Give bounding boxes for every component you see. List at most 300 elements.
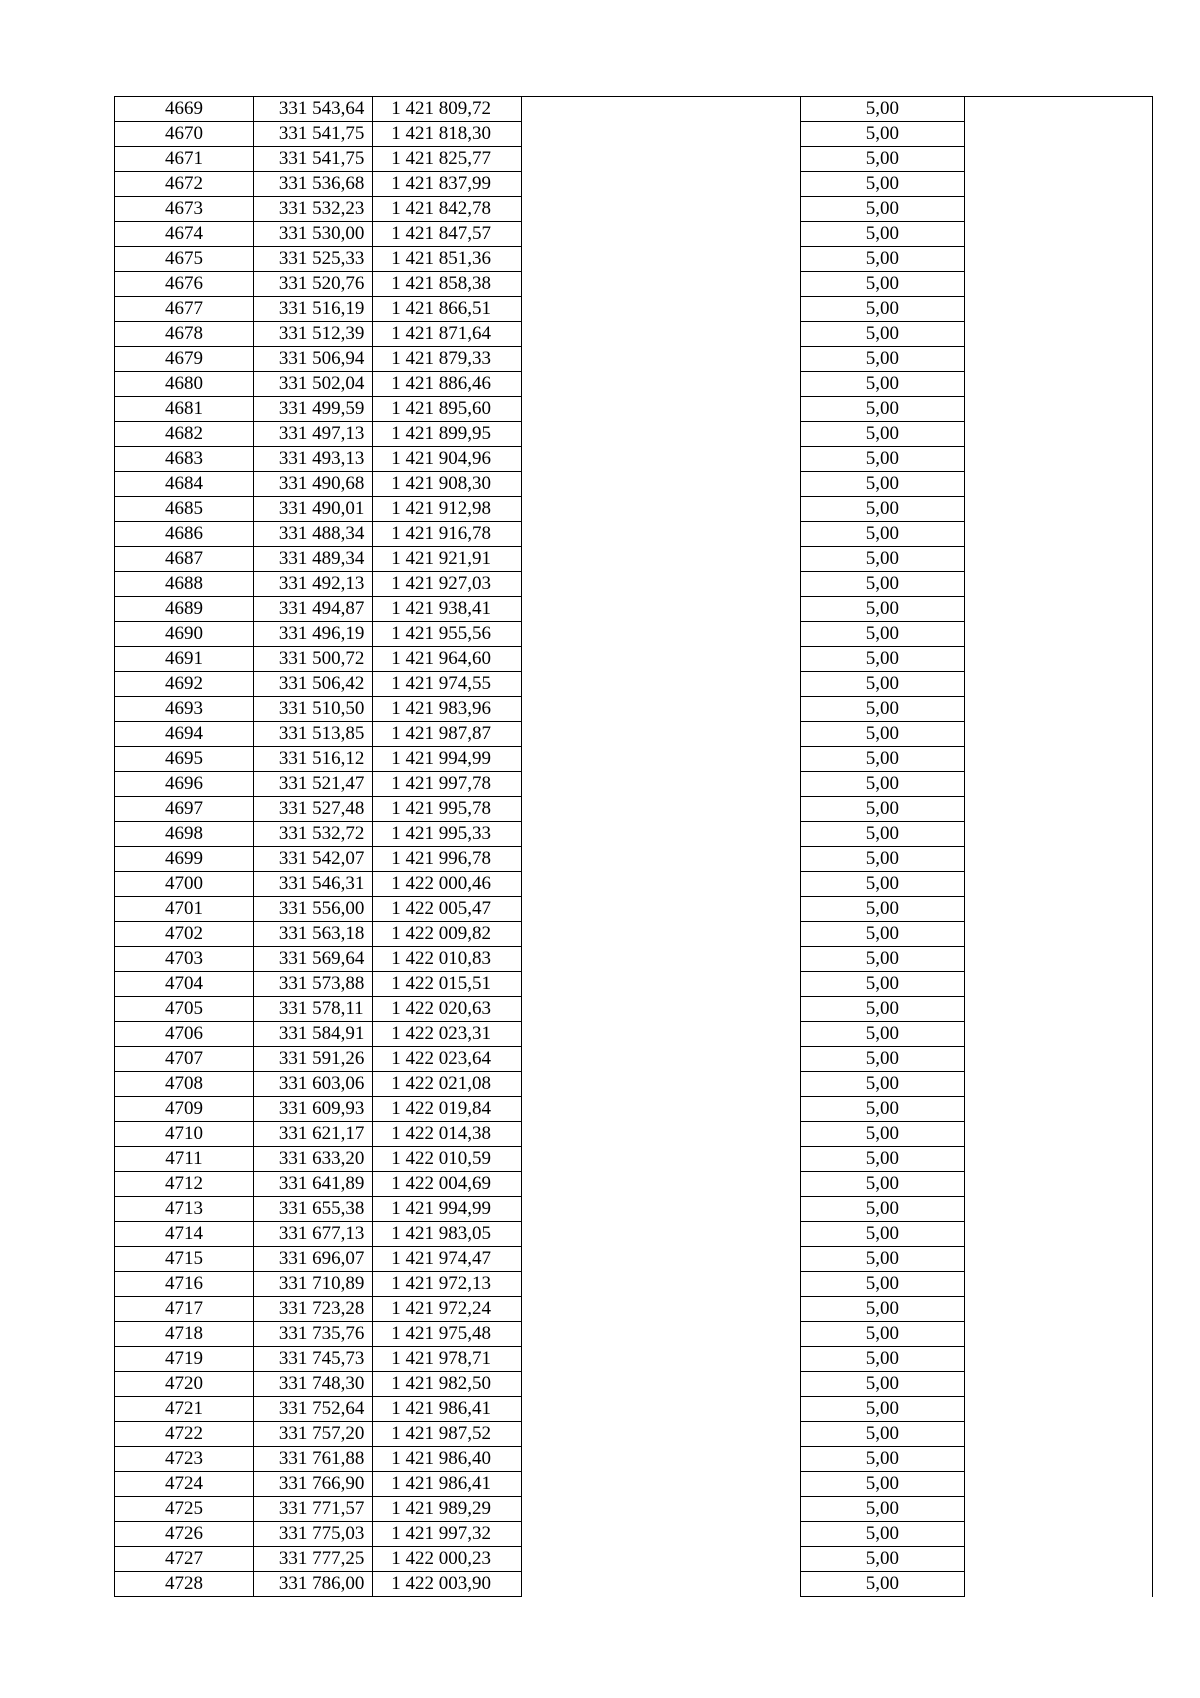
x-coordinate-cell: 331 775,03 [253,1522,372,1547]
y-coordinate-cell: 1 421 927,03 [373,572,522,597]
point-number-cell: 4685 [115,497,254,522]
accuracy-value-cell: 5,00 [801,1122,965,1147]
table-row [115,1347,1153,1372]
empty-cell [522,697,801,722]
y-coordinate-cell: 1 422 000,46 [373,872,522,897]
y-coordinate-cell: 1 421 986,40 [373,1447,522,1472]
point-number-cell: 4680 [115,372,254,397]
table-row [115,597,1153,622]
table-row [115,972,1153,997]
x-coordinate-cell: 331 641,89 [253,1172,372,1197]
point-number-cell: 4722 [115,1422,254,1447]
point-number-cell: 4695 [115,747,254,772]
point-number-cell: 4701 [115,897,254,922]
empty-cell [522,1422,801,1447]
table-row [115,1322,1153,1347]
table-row [115,222,1153,247]
point-number-cell: 4698 [115,822,254,847]
accuracy-value-cell: 5,00 [801,172,965,197]
point-number-cell: 4669 [115,97,254,122]
accuracy-value-cell: 5,00 [801,947,965,972]
accuracy-value-cell: 5,00 [801,897,965,922]
x-coordinate-cell: 331 603,06 [253,1072,372,1097]
accuracy-value-cell: 5,00 [801,322,965,347]
point-number-cell: 4728 [115,1572,254,1597]
x-coordinate-cell: 331 497,13 [253,422,372,447]
point-number-cell: 4682 [115,422,254,447]
accuracy-value-cell: 5,00 [801,1472,965,1497]
empty-cell [522,947,801,972]
empty-cell [964,1422,1152,1447]
empty-cell [964,197,1152,222]
x-coordinate-cell: 331 633,20 [253,1147,372,1172]
accuracy-value-cell: 5,00 [801,1297,965,1322]
y-coordinate-cell: 1 421 818,30 [373,122,522,147]
accuracy-value-cell: 5,00 [801,197,965,222]
x-coordinate-cell: 331 745,73 [253,1347,372,1372]
empty-cell [964,972,1152,997]
x-coordinate-cell: 331 525,33 [253,247,372,272]
empty-cell [522,1522,801,1547]
point-number-cell: 4721 [115,1397,254,1422]
point-number-cell: 4679 [115,347,254,372]
x-coordinate-cell: 331 506,94 [253,347,372,372]
empty-cell [522,497,801,522]
empty-cell [964,1347,1152,1372]
point-number-cell: 4717 [115,1297,254,1322]
empty-cell [964,1522,1152,1547]
x-coordinate-cell: 331 563,18 [253,922,372,947]
point-number-cell: 4681 [115,397,254,422]
empty-cell [964,1447,1152,1472]
table-row [115,272,1153,297]
empty-cell [964,897,1152,922]
y-coordinate-cell: 1 421 904,96 [373,447,522,472]
y-coordinate-cell: 1 421 997,78 [373,772,522,797]
point-number-cell: 4673 [115,197,254,222]
x-coordinate-cell: 331 532,72 [253,822,372,847]
y-coordinate-cell: 1 421 978,71 [373,1347,522,1372]
x-coordinate-cell: 331 516,19 [253,297,372,322]
accuracy-value-cell: 5,00 [801,747,965,772]
table-row [115,697,1153,722]
accuracy-value-cell: 5,00 [801,1022,965,1047]
table-row [115,847,1153,872]
empty-cell [522,1447,801,1472]
accuracy-value-cell: 5,00 [801,772,965,797]
point-number-cell: 4688 [115,572,254,597]
y-coordinate-cell: 1 421 955,56 [373,622,522,647]
y-coordinate-cell: 1 421 847,57 [373,222,522,247]
empty-cell [522,622,801,647]
y-coordinate-cell: 1 422 003,90 [373,1572,522,1597]
accuracy-value-cell: 5,00 [801,847,965,872]
table-row [115,172,1153,197]
accuracy-value-cell: 5,00 [801,1147,965,1172]
empty-cell [522,1072,801,1097]
empty-cell [964,1247,1152,1272]
empty-cell [522,747,801,772]
empty-cell [522,572,801,597]
accuracy-value-cell: 5,00 [801,272,965,297]
empty-cell [964,722,1152,747]
table-row [115,922,1153,947]
empty-cell [964,1097,1152,1122]
empty-cell [522,1547,801,1572]
empty-cell [522,897,801,922]
y-coordinate-cell: 1 421 938,41 [373,597,522,622]
empty-cell [964,847,1152,872]
accuracy-value-cell: 5,00 [801,797,965,822]
empty-cell [964,222,1152,247]
accuracy-value-cell: 5,00 [801,1172,965,1197]
empty-cell [522,397,801,422]
point-number-cell: 4697 [115,797,254,822]
accuracy-value-cell: 5,00 [801,622,965,647]
y-coordinate-cell: 1 421 912,98 [373,497,522,522]
empty-cell [522,1472,801,1497]
y-coordinate-cell: 1 421 983,96 [373,697,522,722]
x-coordinate-cell: 331 502,04 [253,372,372,397]
empty-cell [522,222,801,247]
table-row [115,672,1153,697]
empty-cell [522,872,801,897]
accuracy-value-cell: 5,00 [801,522,965,547]
point-number-cell: 4723 [115,1447,254,1472]
point-number-cell: 4720 [115,1372,254,1397]
empty-cell [964,1222,1152,1247]
empty-cell [964,272,1152,297]
accuracy-value-cell: 5,00 [801,147,965,172]
x-coordinate-cell: 331 527,48 [253,797,372,822]
y-coordinate-cell: 1 421 987,87 [373,722,522,747]
empty-cell [964,522,1152,547]
table-row [115,1472,1153,1497]
empty-cell [964,97,1152,122]
x-coordinate-cell: 331 723,28 [253,1297,372,1322]
empty-cell [964,1547,1152,1572]
y-coordinate-cell: 1 421 972,13 [373,1272,522,1297]
table-row [115,247,1153,272]
point-number-cell: 4674 [115,222,254,247]
point-number-cell: 4686 [115,522,254,547]
point-number-cell: 4716 [115,1272,254,1297]
table-row [115,1372,1153,1397]
x-coordinate-cell: 331 757,20 [253,1422,372,1447]
y-coordinate-cell: 1 422 010,83 [373,947,522,972]
x-coordinate-cell: 331 771,57 [253,1497,372,1522]
accuracy-value-cell: 5,00 [801,997,965,1022]
table-row [115,1022,1153,1047]
point-number-cell: 4689 [115,597,254,622]
y-coordinate-cell: 1 421 916,78 [373,522,522,547]
table-row [115,547,1153,572]
empty-cell [522,1347,801,1372]
empty-cell [964,1122,1152,1147]
y-coordinate-cell: 1 421 996,78 [373,847,522,872]
point-number-cell: 4699 [115,847,254,872]
empty-cell [522,1322,801,1347]
table-row [115,1172,1153,1197]
point-number-cell: 4711 [115,1147,254,1172]
accuracy-value-cell: 5,00 [801,297,965,322]
table-row [115,322,1153,347]
empty-cell [522,1147,801,1172]
accuracy-value-cell: 5,00 [801,447,965,472]
accuracy-value-cell: 5,00 [801,1047,965,1072]
point-number-cell: 4691 [115,647,254,672]
point-number-cell: 4724 [115,1472,254,1497]
table-row [115,1197,1153,1222]
empty-cell [964,1022,1152,1047]
point-number-cell: 4692 [115,672,254,697]
x-coordinate-cell: 331 777,25 [253,1547,372,1572]
table-row [115,1272,1153,1297]
table-row [115,197,1153,222]
x-coordinate-cell: 331 499,59 [253,397,372,422]
x-coordinate-cell: 331 494,87 [253,597,372,622]
empty-cell [964,597,1152,622]
empty-cell [964,1272,1152,1297]
x-coordinate-cell: 331 766,90 [253,1472,372,1497]
y-coordinate-cell: 1 421 866,51 [373,297,522,322]
x-coordinate-cell: 331 530,00 [253,222,372,247]
x-coordinate-cell: 331 488,34 [253,522,372,547]
accuracy-value-cell: 5,00 [801,222,965,247]
empty-cell [522,922,801,947]
empty-cell [522,172,801,197]
empty-cell [522,597,801,622]
empty-cell [522,147,801,172]
y-coordinate-cell: 1 421 858,38 [373,272,522,297]
empty-cell [964,572,1152,597]
y-coordinate-cell: 1 421 972,24 [373,1297,522,1322]
empty-cell [964,172,1152,197]
y-coordinate-cell: 1 421 899,95 [373,422,522,447]
empty-cell [964,622,1152,647]
empty-cell [964,1572,1152,1597]
x-coordinate-cell: 331 536,68 [253,172,372,197]
table-row [115,747,1153,772]
empty-cell [964,147,1152,172]
empty-cell [964,447,1152,472]
point-number-cell: 4715 [115,1247,254,1272]
table-row [115,1072,1153,1097]
x-coordinate-cell: 331 489,34 [253,547,372,572]
y-coordinate-cell: 1 421 974,47 [373,1247,522,1272]
y-coordinate-cell: 1 422 019,84 [373,1097,522,1122]
accuracy-value-cell: 5,00 [801,972,965,997]
y-coordinate-cell: 1 422 005,47 [373,897,522,922]
y-coordinate-cell: 1 421 842,78 [373,197,522,222]
y-coordinate-cell: 1 422 009,82 [373,922,522,947]
y-coordinate-cell: 1 422 023,31 [373,1022,522,1047]
x-coordinate-cell: 331 578,11 [253,997,372,1022]
empty-cell [522,722,801,747]
point-number-cell: 4707 [115,1047,254,1072]
table-row [115,297,1153,322]
empty-cell [964,947,1152,972]
table-row [115,1447,1153,1472]
x-coordinate-cell: 331 556,00 [253,897,372,922]
empty-cell [964,472,1152,497]
y-coordinate-cell: 1 421 987,52 [373,1422,522,1447]
y-coordinate-cell: 1 422 020,63 [373,997,522,1022]
y-coordinate-cell: 1 422 010,59 [373,1147,522,1172]
x-coordinate-cell: 331 786,00 [253,1572,372,1597]
y-coordinate-cell: 1 421 983,05 [373,1222,522,1247]
empty-cell [964,297,1152,322]
accuracy-value-cell: 5,00 [801,547,965,572]
empty-cell [964,872,1152,897]
x-coordinate-cell: 331 609,93 [253,1097,372,1122]
x-coordinate-cell: 331 510,50 [253,697,372,722]
empty-cell [964,247,1152,272]
x-coordinate-cell: 331 752,64 [253,1397,372,1422]
empty-cell [964,1322,1152,1347]
table-body [115,97,1153,1597]
point-number-cell: 4693 [115,697,254,722]
y-coordinate-cell: 1 421 871,64 [373,322,522,347]
table-row [115,872,1153,897]
point-number-cell: 4687 [115,547,254,572]
x-coordinate-cell: 331 490,68 [253,472,372,497]
y-coordinate-cell: 1 422 014,38 [373,1122,522,1147]
table-row [115,1097,1153,1122]
table-row [115,772,1153,797]
accuracy-value-cell: 5,00 [801,397,965,422]
y-coordinate-cell: 1 421 994,99 [373,1197,522,1222]
table-row [115,1122,1153,1147]
table-row [115,122,1153,147]
y-coordinate-cell: 1 422 004,69 [373,1172,522,1197]
accuracy-value-cell: 5,00 [801,697,965,722]
empty-cell [964,1047,1152,1072]
empty-cell [522,1122,801,1147]
x-coordinate-cell: 331 761,88 [253,1447,372,1472]
empty-cell [522,847,801,872]
y-coordinate-cell: 1 421 837,99 [373,172,522,197]
point-number-cell: 4677 [115,297,254,322]
table-row [115,397,1153,422]
accuracy-value-cell: 5,00 [801,1247,965,1272]
table-row [115,897,1153,922]
table-row [115,422,1153,447]
accuracy-value-cell: 5,00 [801,672,965,697]
empty-cell [522,772,801,797]
accuracy-value-cell: 5,00 [801,1547,965,1572]
empty-cell [522,1222,801,1247]
point-number-cell: 4690 [115,622,254,647]
empty-cell [964,697,1152,722]
y-coordinate-cell: 1 422 021,08 [373,1072,522,1097]
empty-cell [522,272,801,297]
empty-cell [964,1072,1152,1097]
empty-cell [522,522,801,547]
y-coordinate-cell: 1 421 879,33 [373,347,522,372]
empty-cell [522,1397,801,1422]
y-coordinate-cell: 1 421 825,77 [373,147,522,172]
x-coordinate-cell: 331 655,38 [253,1197,372,1222]
table-row [115,1522,1153,1547]
y-coordinate-cell: 1 421 809,72 [373,97,522,122]
point-number-cell: 4714 [115,1222,254,1247]
point-number-cell: 4718 [115,1322,254,1347]
empty-cell [522,1497,801,1522]
y-coordinate-cell: 1 422 015,51 [373,972,522,997]
accuracy-value-cell: 5,00 [801,872,965,897]
empty-cell [964,672,1152,697]
table-row [115,1147,1153,1172]
empty-cell [522,122,801,147]
table-row [115,1247,1153,1272]
accuracy-value-cell: 5,00 [801,1097,965,1122]
x-coordinate-cell: 331 573,88 [253,972,372,997]
empty-cell [522,1047,801,1072]
table-row [115,622,1153,647]
empty-cell [964,497,1152,522]
accuracy-value-cell: 5,00 [801,647,965,672]
table-row [115,1547,1153,1572]
point-number-cell: 4709 [115,1097,254,1122]
y-coordinate-cell: 1 422 000,23 [373,1547,522,1572]
accuracy-value-cell: 5,00 [801,1322,965,1347]
accuracy-value-cell: 5,00 [801,472,965,497]
point-number-cell: 4671 [115,147,254,172]
x-coordinate-cell: 331 512,39 [253,322,372,347]
accuracy-value-cell: 5,00 [801,122,965,147]
y-coordinate-cell: 1 421 986,41 [373,1397,522,1422]
table-row [115,722,1153,747]
point-number-cell: 4708 [115,1072,254,1097]
table-row [115,1222,1153,1247]
y-coordinate-cell: 1 421 995,33 [373,822,522,847]
empty-cell [964,547,1152,572]
empty-cell [964,1297,1152,1322]
empty-cell [522,1272,801,1297]
empty-cell [964,1372,1152,1397]
point-number-cell: 4710 [115,1122,254,1147]
y-coordinate-cell: 1 421 974,55 [373,672,522,697]
empty-cell [522,472,801,497]
x-coordinate-cell: 331 543,64 [253,97,372,122]
table-row [115,647,1153,672]
y-coordinate-cell: 1 421 989,29 [373,1497,522,1522]
y-coordinate-cell: 1 421 982,50 [373,1372,522,1397]
empty-cell [522,1372,801,1397]
x-coordinate-cell: 331 513,85 [253,722,372,747]
x-coordinate-cell: 331 710,89 [253,1272,372,1297]
empty-cell [522,797,801,822]
table-row [115,372,1153,397]
empty-cell [964,1472,1152,1497]
x-coordinate-cell: 331 492,13 [253,572,372,597]
empty-cell [964,1147,1152,1172]
empty-cell [522,197,801,222]
y-coordinate-cell: 1 421 986,41 [373,1472,522,1497]
empty-cell [522,1172,801,1197]
accuracy-value-cell: 5,00 [801,1497,965,1522]
accuracy-value-cell: 5,00 [801,497,965,522]
table-row [115,1572,1153,1597]
x-coordinate-cell: 331 532,23 [253,197,372,222]
point-number-cell: 4694 [115,722,254,747]
empty-cell [964,997,1152,1022]
x-coordinate-cell: 331 584,91 [253,1022,372,1047]
table-row [115,1047,1153,1072]
empty-cell [964,372,1152,397]
point-number-cell: 4704 [115,972,254,997]
